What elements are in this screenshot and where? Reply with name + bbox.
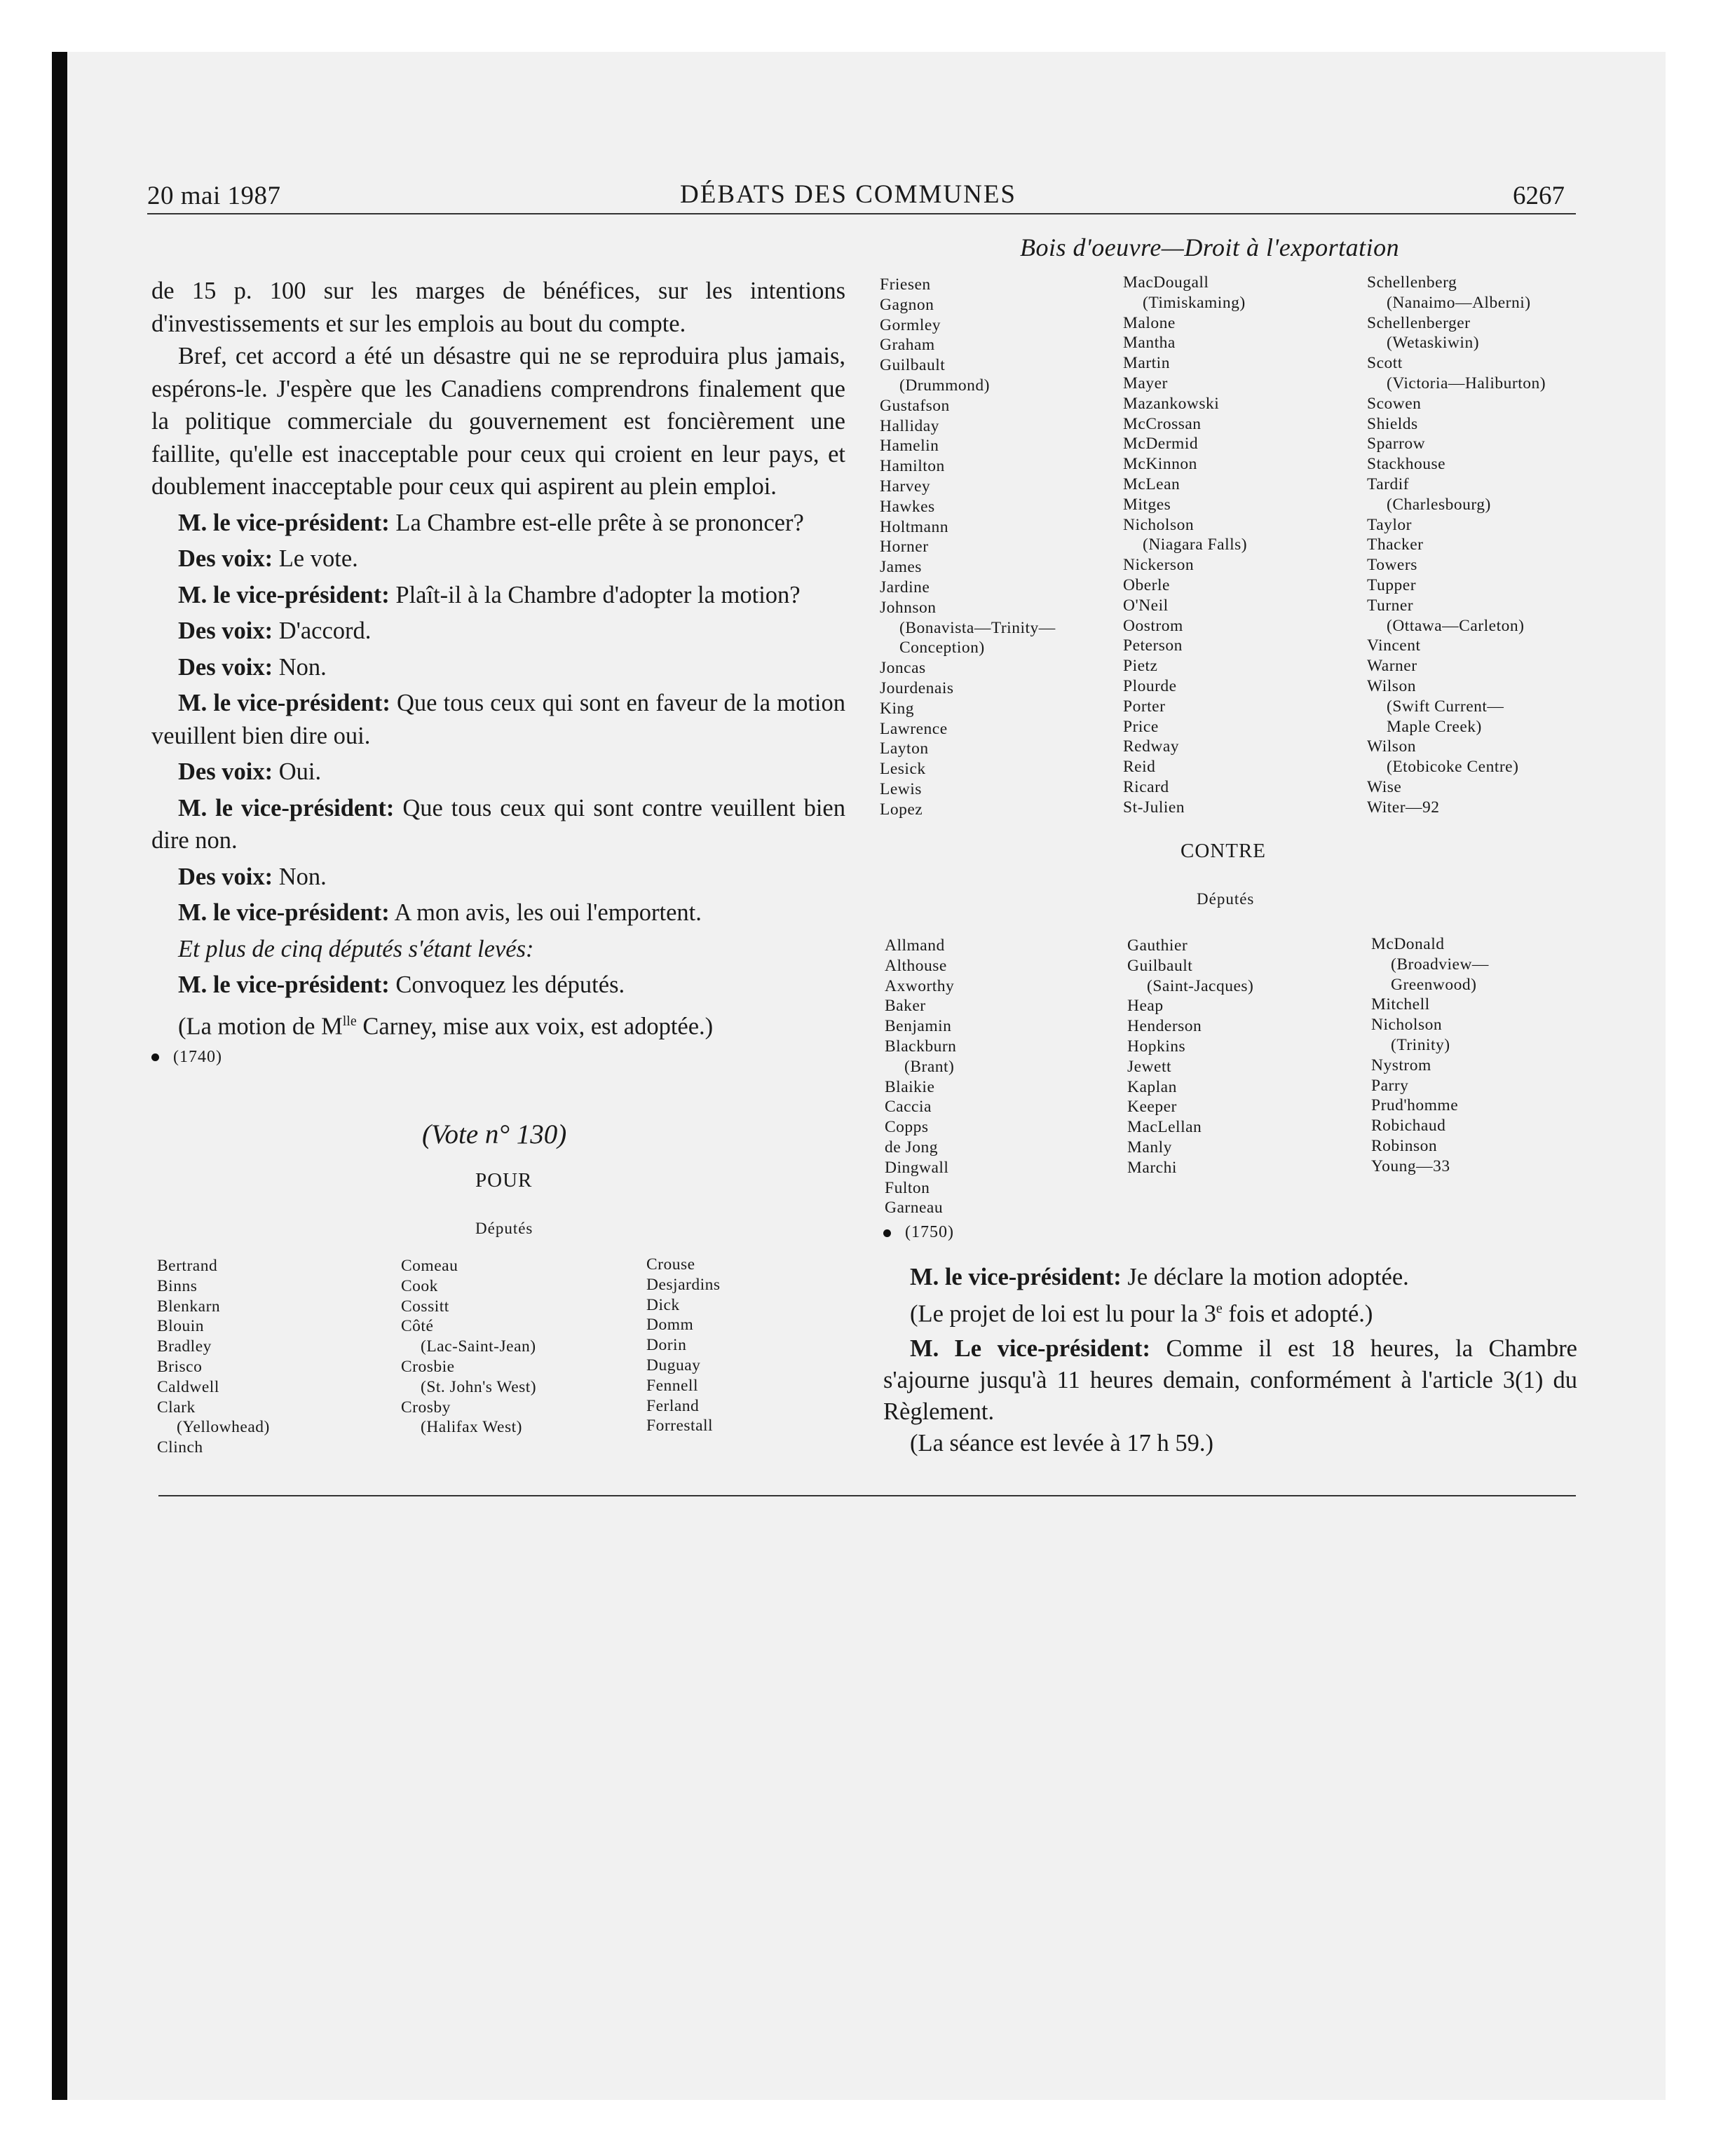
member-name: Comeau — [401, 1257, 458, 1275]
speech: M. le vice-président: La Chambre est-elle prête à se prononcer? — [178, 509, 804, 536]
member-name: Lewis — [880, 779, 922, 798]
pour-names-col-3 — [646, 1255, 721, 1436]
member-name: Lawrence — [880, 719, 948, 738]
member-name: Porter — [1123, 697, 1166, 716]
header-rule — [147, 213, 1576, 214]
member-name: MacLellan — [1127, 1118, 1202, 1137]
member-name: (Brant) — [904, 1057, 955, 1076]
left-column-text — [151, 275, 845, 1067]
member-name: (Ottawa—Carleton) — [1387, 616, 1525, 635]
member-name: (Lac-Saint-Jean) — [421, 1337, 536, 1356]
member-name: Bradley — [157, 1337, 212, 1356]
member-name: Jourdenais — [880, 678, 954, 697]
member-name: Wise — [1367, 777, 1402, 796]
member-name: Fennell — [646, 1376, 698, 1395]
member-name: Shields — [1367, 414, 1418, 433]
pour-names-col-4 — [880, 275, 1056, 820]
member-name: Crouse — [646, 1255, 695, 1274]
speech: M. le vice-président: Je déclare la motion adoptée. — [910, 1264, 1409, 1290]
header-title: DÉBATS DES COMMUNES — [680, 180, 1017, 209]
member-name: Blouin — [157, 1317, 204, 1336]
member-name: Price — [1123, 717, 1159, 736]
member-name: Domm — [646, 1316, 694, 1335]
member-name: (Wetaskiwin) — [1387, 334, 1480, 353]
member-name: Thacker — [1367, 535, 1424, 554]
member-name: Peterson — [1123, 636, 1183, 655]
member-name: Mantha — [1123, 334, 1176, 353]
time-marker: (1750) — [883, 1222, 954, 1243]
bullet-icon — [883, 1229, 891, 1237]
member-name: Tupper — [1367, 575, 1417, 594]
member-name: Caldwell — [157, 1377, 219, 1396]
member-name: Henderson — [1127, 1017, 1202, 1036]
member-name: Holtmann — [880, 517, 948, 536]
member-name: (Broadview— — [1391, 955, 1489, 974]
member-name: Brisco — [157, 1357, 203, 1376]
member-name: Joncas — [880, 659, 926, 678]
member-name: (Yellowhead) — [177, 1418, 270, 1437]
member-name: Allmand — [885, 936, 945, 955]
member-name: (Etobicoke Centre) — [1387, 758, 1519, 777]
contre-names-col-2 — [1127, 936, 1253, 1178]
member-name: Crosby — [401, 1398, 451, 1417]
member-name: Clark — [157, 1398, 196, 1417]
time-marker: (1740) — [151, 1046, 845, 1067]
contre-heading: CONTRE — [1181, 840, 1266, 862]
speaker: M. le vice-président: — [178, 794, 395, 821]
speaker: Des voix: — [178, 545, 273, 572]
member-name: Sparrow — [1367, 435, 1426, 453]
member-name: (Nanaimo—Alberni) — [1387, 293, 1531, 312]
speaker: M. le vice-président: — [178, 899, 390, 926]
member-name: Nicholson — [1371, 1016, 1443, 1035]
member-name: Guilbault — [880, 356, 946, 375]
member-name: Vincent — [1367, 636, 1421, 655]
member-name: St-Julien — [1123, 798, 1185, 817]
stage-direction: Et plus de cinq députés s'étant levés: — [178, 935, 534, 962]
speech: M. le vice-président: Que tous ceux qui sont en faveur de la motion veuillent bien dire oui. — [151, 690, 845, 749]
member-name: Prud'homme — [1371, 1096, 1459, 1115]
vote-title: (Vote n° 130) — [422, 1119, 567, 1149]
member-name: McDonald — [1371, 935, 1445, 953]
member-name: Bertrand — [157, 1257, 218, 1275]
member-name: Mitchell — [1371, 995, 1430, 1014]
contre-names-col-1 — [885, 936, 956, 1218]
member-name: Dingwall — [885, 1158, 949, 1177]
member-name: Mitges — [1123, 495, 1171, 514]
member-name: Nystrom — [1371, 1056, 1431, 1074]
member-name: Fulton — [885, 1178, 930, 1197]
deputes-subheading: Députés — [1197, 890, 1255, 908]
member-name: Copps — [885, 1118, 929, 1137]
member-name: Manly — [1127, 1138, 1172, 1157]
member-name: Blaikie — [885, 1077, 935, 1096]
member-name: de Jong — [885, 1138, 938, 1157]
member-name: Hawkes — [880, 497, 935, 516]
member-name: (Swift Current— — [1387, 697, 1504, 716]
speech: Des voix: Non. — [178, 653, 327, 681]
header-page-number: 6267 — [1513, 182, 1565, 210]
member-name: Hamilton — [880, 457, 945, 476]
member-name: Duguay — [646, 1356, 701, 1374]
deputes-subheading: Députés — [475, 1220, 533, 1237]
speech: Des voix: Oui. — [178, 758, 322, 785]
member-name: Blackburn — [885, 1037, 957, 1056]
member-name: Greenwood) — [1391, 975, 1477, 994]
member-name: McKinnon — [1123, 455, 1197, 474]
member-name: Guilbault — [1127, 956, 1193, 975]
speaker: M. le vice-président: — [178, 509, 390, 536]
member-name: James — [880, 558, 922, 577]
member-name: Oostrom — [1123, 616, 1183, 635]
member-name: Nicholson — [1123, 515, 1195, 534]
member-name: Scowen — [1367, 394, 1422, 413]
member-name: Benjamin — [885, 1017, 952, 1036]
member-name: McDermid — [1123, 435, 1199, 453]
speaker: M. le vice-président: — [178, 971, 390, 998]
paragraph: Bref, cet accord a été un désastre qui ne se reproduira plus jamais, espérons-le. J'espère que les Canadiens comprendrons finalement que la politique commerciale du gouvernement est foncièrement une faillite, qu'elle est inacceptable pour ceux qui croient en leur pays, et doublement inacceptable pour ceux qui aspirent au plein emploi. — [151, 343, 845, 500]
pour-names-col-6 — [1367, 273, 1546, 818]
speech: Des voix: Non. — [178, 863, 327, 890]
member-name: Hopkins — [1127, 1037, 1186, 1056]
member-name: Warner — [1367, 657, 1417, 676]
speech: M. le vice-président: Que tous ceux qui sont contre veuillent bien dire non. — [151, 794, 845, 854]
member-name: Harvey — [880, 477, 931, 496]
speaker: M. le vice-président: — [910, 1264, 1122, 1290]
member-name: Marchi — [1127, 1158, 1177, 1177]
speaker: Des voix: — [178, 618, 273, 644]
member-name: Dick — [646, 1295, 680, 1314]
member-name: Crosbie — [401, 1357, 455, 1376]
member-name: Cook — [401, 1276, 438, 1295]
member-name: Blenkarn — [157, 1297, 221, 1316]
member-name: Gagnon — [880, 295, 934, 314]
member-name: (Halifax West) — [421, 1418, 522, 1437]
member-name: Friesen — [880, 275, 931, 294]
member-name: (Drummond) — [899, 376, 991, 395]
member-name: Dorin — [646, 1336, 687, 1355]
member-name: Young—33 — [1371, 1157, 1450, 1175]
member-name: Horner — [880, 538, 929, 557]
member-name: Maple Creek) — [1387, 717, 1482, 736]
member-name: Graham — [880, 336, 935, 355]
bill-status: (Le projet de loi est lu pour la 3e fois et adopté.) — [910, 1300, 1373, 1328]
member-name: Wilson — [1367, 676, 1416, 695]
member-name: Towers — [1367, 556, 1417, 575]
member-name: Lesick — [880, 760, 926, 779]
member-name: McCrossan — [1123, 414, 1202, 433]
member-name: Althouse — [885, 956, 947, 975]
member-name: Jewett — [1127, 1057, 1172, 1076]
member-name: Oberle — [1123, 575, 1170, 594]
bullet-icon — [151, 1053, 159, 1061]
member-name: Halliday — [880, 416, 939, 435]
member-name: (St. John's West) — [421, 1377, 537, 1396]
member-name: Martin — [1123, 354, 1170, 373]
member-name: Johnson — [880, 598, 937, 617]
speaker: M. Le vice-président: — [910, 1335, 1151, 1362]
member-name: Schellenberger — [1367, 313, 1471, 332]
member-name: Parry — [1371, 1076, 1409, 1095]
member-name: (Saint-Jacques) — [1147, 976, 1254, 995]
member-name: O'Neil — [1123, 596, 1169, 615]
running-topic: Bois d'oeuvre—Droit à l'exportation — [1020, 233, 1400, 261]
member-name: Scott — [1367, 354, 1403, 373]
member-name: Layton — [880, 739, 929, 758]
member-name: Robichaud — [1371, 1117, 1446, 1135]
member-name: (Timiskaming) — [1143, 293, 1246, 312]
member-name: Malone — [1123, 313, 1176, 332]
member-name: Ferland — [646, 1396, 700, 1415]
member-name: Binns — [157, 1276, 198, 1295]
speaker: Des voix: — [178, 653, 273, 681]
member-name: Hamelin — [880, 437, 939, 456]
speech: M. le vice-président: Plaît-il à la Chambre d'adopter la motion? — [178, 581, 801, 608]
member-name: Gauthier — [1127, 936, 1188, 955]
member-name: Plourde — [1123, 676, 1177, 695]
member-name: Côté — [401, 1317, 434, 1336]
member-name: Keeper — [1127, 1098, 1177, 1117]
member-name: (Charlesbourg) — [1387, 495, 1491, 514]
member-name: Axworthy — [885, 976, 955, 995]
header-date: 20 mai 1987 — [147, 182, 281, 210]
member-name: (Bonavista—Trinity— — [899, 618, 1056, 637]
member-name: Redway — [1123, 737, 1180, 756]
member-name: Witer—92 — [1367, 798, 1440, 817]
pour-names-col-5 — [1123, 273, 1247, 818]
bottom-rule — [158, 1495, 1576, 1496]
speech: M. Le vice-président: Comme il est 18 heures, la Chambre s'ajourne jusqu'à 11 heures demain, conformément à l'article 3(1) du Règlement. — [883, 1335, 1577, 1425]
speech: Des voix: D'accord. — [178, 618, 372, 644]
member-name: McLean — [1123, 475, 1181, 493]
member-name: Reid — [1123, 758, 1156, 777]
member-name: Mazankowski — [1123, 394, 1220, 413]
binding-edge — [52, 52, 67, 2100]
member-name: Stackhouse — [1367, 455, 1446, 474]
adjournment-note: (La séance est levée à 17 h 59.) — [910, 1429, 1213, 1456]
member-name: (Victoria—Haliburton) — [1387, 374, 1546, 393]
member-name: King — [880, 699, 914, 718]
pour-heading: POUR — [475, 1169, 533, 1192]
speech: M. le vice-président: A mon avis, les oui l'emportent. — [178, 899, 702, 926]
member-name: Gustafson — [880, 396, 950, 415]
speaker: Des voix: — [178, 758, 273, 785]
speech: M. le vice-président: Convoquez les députés. — [178, 971, 625, 998]
pour-names-col-1 — [157, 1256, 270, 1458]
member-name: (Trinity) — [1391, 1035, 1450, 1054]
member-name: Cossitt — [401, 1297, 449, 1316]
speaker: M. le vice-président: — [178, 581, 390, 608]
member-name: Tardif — [1367, 475, 1410, 493]
member-name: Turner — [1367, 596, 1414, 615]
motion-result: (La motion de $M^{lle}$ Carney, mise aux voix, est adoptée.) — [178, 1013, 714, 1039]
member-name: Wilson — [1367, 737, 1416, 756]
member-name: Schellenberg — [1367, 273, 1457, 292]
speech: Des voix: Le vote. — [178, 545, 358, 572]
member-name: Robinson — [1371, 1136, 1438, 1155]
member-name: Gormley — [880, 315, 941, 334]
member-name: Desjardins — [646, 1275, 721, 1294]
member-name: Lopez — [880, 800, 923, 819]
member-name: Jardine — [880, 578, 930, 596]
speaker: Des voix: — [178, 863, 273, 890]
member-name: Garneau — [885, 1199, 944, 1217]
right-column-text — [883, 1262, 1577, 1459]
paragraph: de 15 p. 100 sur les marges de bénéfices, sur les intentions d'investissements et sur les emplois au bout du compte. — [151, 278, 845, 337]
member-name: Ricard — [1123, 777, 1169, 796]
member-name: Kaplan — [1127, 1077, 1177, 1096]
member-name: Mayer — [1123, 374, 1168, 393]
member-name: Taylor — [1367, 515, 1412, 534]
member-name: MacDougall — [1123, 273, 1209, 292]
member-name: Nickerson — [1123, 556, 1195, 575]
contre-names-col-3 — [1371, 934, 1489, 1177]
member-name: Caccia — [885, 1098, 932, 1117]
member-name: (Niagara Falls) — [1143, 535, 1248, 554]
member-name: Baker — [885, 997, 926, 1016]
member-name: Heap — [1127, 997, 1164, 1016]
pour-names-col-2 — [401, 1256, 536, 1438]
member-name: Pietz — [1123, 657, 1158, 676]
member-name: Conception) — [899, 639, 985, 657]
member-name: Forrestall — [646, 1417, 714, 1435]
speaker: M. le vice-président: — [178, 690, 390, 716]
member-name: Clinch — [157, 1438, 203, 1457]
